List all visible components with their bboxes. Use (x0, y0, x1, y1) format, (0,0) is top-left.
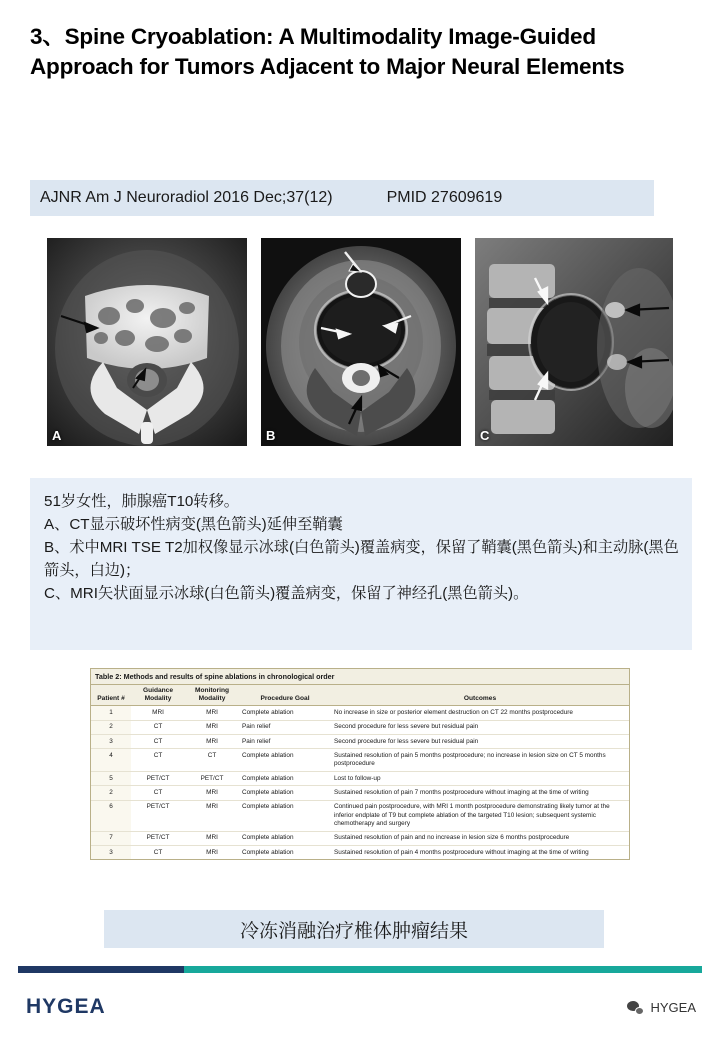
panel-label-b: B (266, 428, 276, 443)
cell-monitoring: MRI (185, 706, 239, 720)
table-header-goal: Procedure Goal (239, 685, 331, 706)
cell-outcome: Sustained resolution of pain 5 months postprocedure; no increase in lesion size on CT 5 months postprocedure (331, 749, 629, 772)
citation-pmid: PMID 27609619 (386, 189, 503, 206)
mri-sagittal-image (475, 238, 673, 446)
panel-label-a: A (52, 428, 62, 443)
table-header-outcomes: Outcomes (331, 685, 629, 706)
cell-patient: 2 (91, 720, 131, 734)
table-row (91, 831, 629, 845)
cell-monitoring: MRI (185, 786, 239, 800)
cell-outcome: Continued pain postprocedure, with MRI 1 month postprocedure demonstrating likely tumor at the inferior endplate of T9 but complete ablation of the targeted T10 lesion; subsequent systemic chemotherapy and surgery (331, 800, 629, 831)
table-header-monitoring: Monitoring Modality (185, 685, 239, 706)
table-header-patient: Patient # (91, 685, 131, 706)
cell-outcome: Sustained resolution of pain and no increase in lesion size 6 months postprocedure (331, 831, 629, 845)
panel-label-c: C (480, 428, 490, 443)
cell-goal: Complete ablation (239, 786, 331, 800)
wechat-icon (627, 1001, 644, 1015)
table-title-text: 冷冻消融治疗椎体肿瘤结果 (239, 920, 468, 942)
citation-journal: AJNR Am J Neuroradiol 2016 Dec;37(12) (40, 189, 333, 206)
mri-sagittal-panel (475, 238, 673, 446)
footer-divider-left (18, 966, 184, 973)
cell-outcome: Sustained resolution of pain 4 months postprocedure without imaging at the time of writing (334, 848, 589, 856)
cell-guidance: PET/CT (131, 800, 185, 831)
footer-logo: HYGEA (26, 995, 106, 1018)
cell-goal: Complete ablation (239, 800, 331, 831)
cell-guidance: CT (153, 848, 163, 856)
ct-axial-image (47, 238, 247, 446)
table-row (91, 720, 629, 734)
table-row (91, 735, 629, 749)
cell-monitoring: MRI (185, 735, 239, 749)
cell-goal: Complete ablation (239, 831, 331, 845)
cell-patient: 3 (91, 735, 131, 749)
table-header-guidance: Guidance Modality (131, 685, 185, 706)
citation-bar (30, 180, 654, 216)
table-title-box (104, 910, 604, 948)
mri-tse-t2-axial-panel (261, 238, 461, 446)
cell-guidance: CT (131, 786, 185, 800)
cell-patient: 7 (91, 831, 131, 845)
cell-monitoring: MRI (206, 848, 218, 856)
cell-guidance: CT (131, 735, 185, 749)
cell-monitoring: MRI (185, 831, 239, 845)
cell-patient: 1 (91, 706, 131, 720)
table-caption: Table 2: Methods and results of spine ablations in chronological order (91, 669, 629, 685)
cell-patient: 6 (91, 800, 131, 831)
footer-divider (18, 966, 702, 973)
cell-monitoring: PET/CT (185, 772, 239, 786)
cell-goal: Pain relief (239, 720, 331, 734)
cell-guidance: CT (131, 720, 185, 734)
table-row (91, 772, 629, 786)
footer-divider-right (184, 966, 702, 973)
figure-panel-row (47, 238, 677, 446)
table-row (91, 800, 629, 831)
cell-guidance: PET/CT (131, 831, 185, 845)
table-row (91, 706, 629, 720)
cell-guidance: MRI (131, 706, 185, 720)
description-line-1: 51岁女性，肺腺癌T10转移。 (44, 493, 239, 510)
table-header-row (91, 685, 629, 706)
footer-wechat-label: HYGEA (650, 1000, 696, 1015)
table-row (91, 786, 629, 800)
cell-goal: Pain relief (239, 735, 331, 749)
cell-patient: 2 (91, 786, 131, 800)
cell-outcome: Second procedure for less severe but residual pain (331, 720, 629, 734)
cell-monitoring: MRI (185, 720, 239, 734)
cell-monitoring: MRI (185, 800, 239, 831)
table-row (91, 846, 629, 860)
footer-wechat (627, 1000, 696, 1015)
cell-guidance: CT (131, 749, 185, 772)
cell-outcome: Lost to follow-up (331, 772, 629, 786)
ct-axial-panel (47, 238, 247, 446)
cell-patient: 3 (91, 846, 131, 860)
figure-description (30, 478, 692, 650)
cell-goal: Complete ablation (239, 749, 331, 772)
results-table (91, 669, 629, 859)
cell-outcome: No increase in size or posterior element destruction on CT 22 months postprocedure (331, 706, 629, 720)
cell-patient: 4 (91, 749, 131, 772)
table-row (91, 749, 629, 772)
cell-monitoring: CT (185, 749, 239, 772)
page-title: 3、Spine Cryoablation: A Multimodality Image-Guided Approach for Tumors Adjacent to Major Neural Elements (30, 24, 625, 79)
cell-goal: Complete ablation (242, 848, 294, 856)
cell-goal: Complete ablation (239, 706, 331, 720)
mri-axial-image (261, 238, 461, 446)
cell-outcome: Sustained resolution of pain 7 months postprocedure without imaging at the time of writing (331, 786, 629, 800)
cell-guidance: PET/CT (131, 772, 185, 786)
cell-outcome: Second procedure for less severe but residual pain (331, 735, 629, 749)
description-line-2: A、CT显示破坏性病变(黑色箭头)延伸至鞘囊 (44, 516, 343, 534)
description-line-4: C、MRI矢状面显示冰球(白色箭头)覆盖病变，保留了神经孔(黑色箭头)。 (44, 585, 529, 603)
cell-goal: Complete ablation (239, 772, 331, 786)
results-table-wrapper (90, 668, 630, 860)
description-line-3: B、术中MRI TSE T2加权像显示冰球(白色箭头)覆盖病变，保留了鞘囊(黑色箭头)和主动脉(黑色箭头，白边)； (44, 539, 679, 580)
cell-patient: 5 (91, 772, 131, 786)
